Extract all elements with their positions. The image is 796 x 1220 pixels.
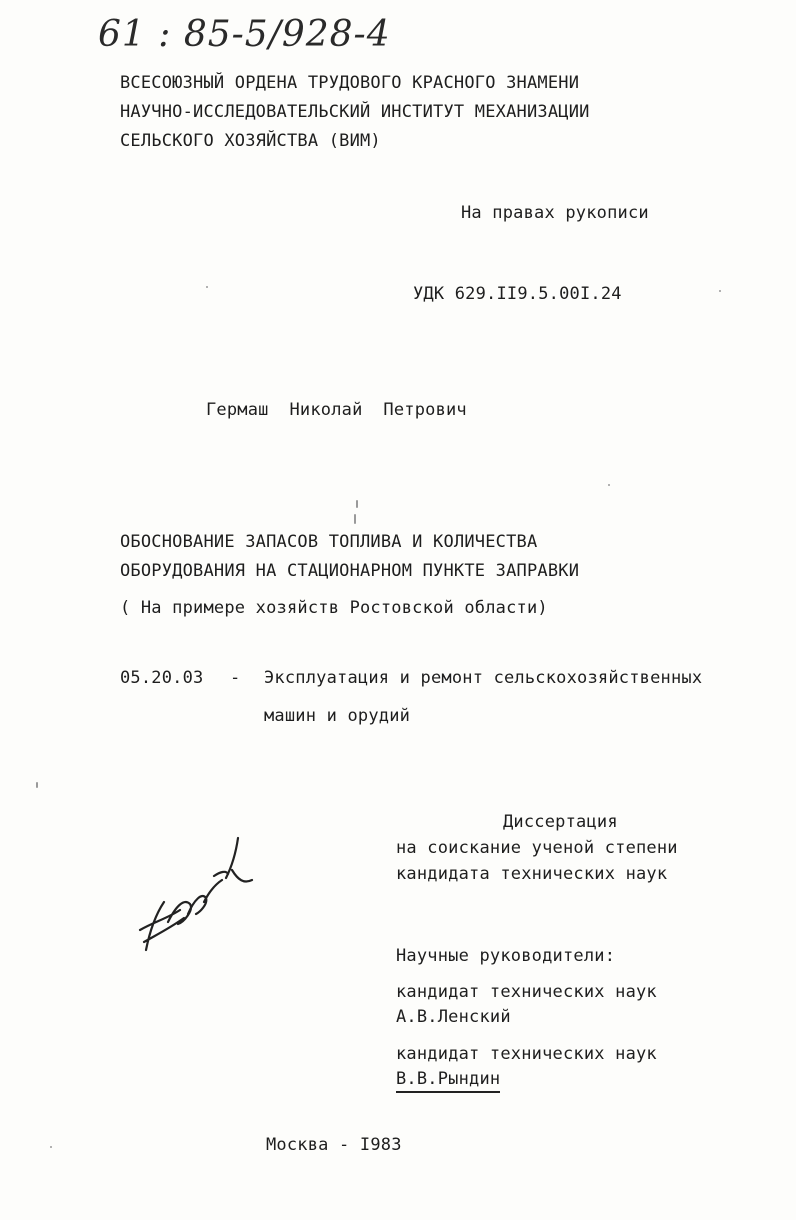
dissertation-degree-line: на соискание ученой степени	[396, 838, 678, 858]
specialty-name-line-1: Эксплуатация и ремонт сельскохозяйственных	[264, 668, 703, 688]
handwritten-archive-code: 61 : 85-5/928-4	[98, 14, 391, 55]
institute-line-1: ВСЕСОЮЗНЫЙ ОРДЕНА ТРУДОВОГО КРАСНОГО ЗНАМЕНИ	[120, 73, 580, 93]
dissertation-field-line: кандидата технических наук	[396, 864, 668, 884]
scan-speck	[50, 1146, 52, 1148]
supervisor-2-degree: кандидат технических наук	[396, 1044, 657, 1064]
scan-speck	[36, 782, 38, 788]
handwritten-signature	[128, 818, 258, 958]
scan-speck	[608, 484, 610, 486]
rights-note: На правах рукописи	[461, 203, 649, 223]
supervisor-1-degree: кандидат технических наук	[396, 982, 657, 1002]
scan-speck	[719, 290, 721, 292]
scan-speck	[354, 514, 356, 524]
supervisor-1-name: А.В.Ленский	[396, 1007, 511, 1027]
dissertation-label: Диссертация	[503, 812, 618, 832]
supervisor-2-name: В.В.Рындин	[396, 1068, 500, 1093]
title-line-2: ОБОРУДОВАНИЯ НА СТАЦИОНАРНОМ ПУНКТЕ ЗАПРАВКИ	[120, 561, 580, 581]
supervisors-heading: Научные руководители:	[396, 946, 616, 966]
institute-line-3: СЕЛЬСКОГО ХОЗЯЙСТВА (ВИМ)	[120, 131, 381, 151]
specialty-dash: -	[230, 668, 241, 688]
institute-line-2: НАУЧНО-ИССЛЕДОВАТЕЛЬСКИЙ ИНСТИТУТ МЕХАНИЗАЦИИ	[120, 102, 590, 122]
author-name: Гермаш Николай Петрович	[206, 400, 467, 420]
udk-code: УДК 629.II9.5.00I.24	[413, 284, 622, 304]
specialty-name-line-2: машин и орудий	[264, 706, 411, 726]
place-and-year: Москва - I983	[266, 1135, 402, 1155]
title-subtitle: ( На примере хозяйств Ростовской области)	[120, 598, 548, 618]
specialty-code: 05.20.03	[120, 668, 204, 688]
scan-speck	[356, 500, 358, 508]
title-line-1: ОБОСНОВАНИЕ ЗАПАСОВ ТОПЛИВА И КОЛИЧЕСТВА	[120, 532, 538, 552]
scan-speck	[206, 286, 208, 288]
